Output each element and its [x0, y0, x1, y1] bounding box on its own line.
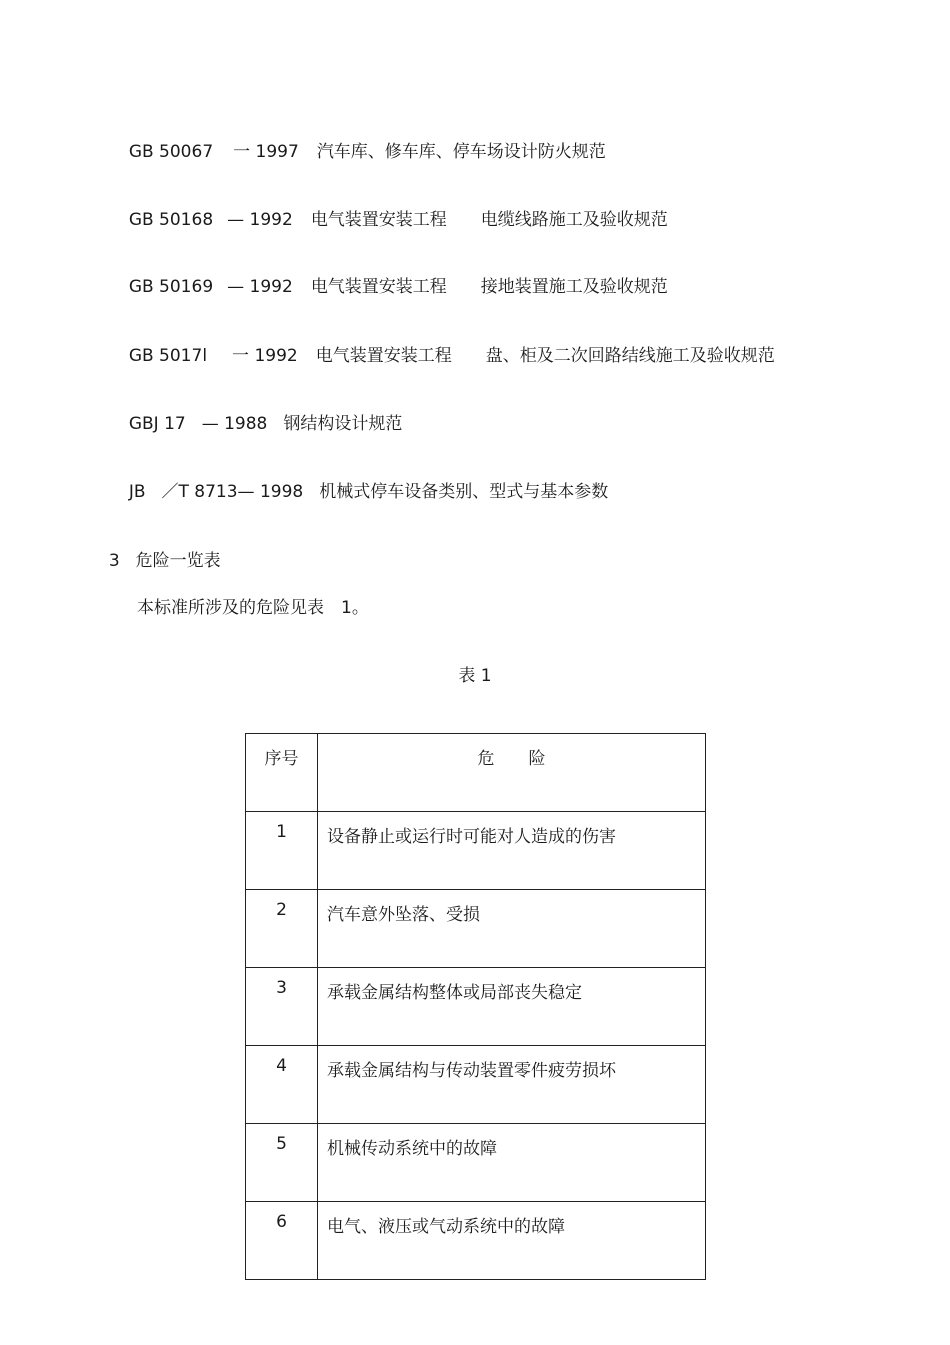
reference-code: GB 5017l: [128, 346, 208, 366]
row-hazard: 机械传动系统中的故障: [318, 1124, 706, 1202]
row-hazard: 承载金属结构整体或局部丧失稳定: [318, 968, 706, 1046]
row-number: 6: [246, 1202, 318, 1280]
reference-year: — 1992: [227, 210, 293, 230]
reference-item: [118, 257, 668, 297]
reference-year: — 1988: [201, 414, 268, 434]
reference-title: 汽车库、修车库、停车场设计防火规范: [316, 142, 606, 162]
table-header-row: [246, 734, 706, 812]
header-number: 序号: [246, 734, 318, 812]
row-number: 4: [246, 1046, 318, 1124]
reference-title: 机械式停车设备类别、型式与基本参数: [319, 482, 609, 502]
reference-title: 电气装置安装工程 电缆线路施工及验收规范: [310, 210, 668, 230]
reference-item: [118, 326, 775, 366]
reference-year: 一 1992: [215, 346, 298, 366]
intro-text: 本标准所涉及的危险见表 1。: [137, 598, 369, 618]
table-row: [246, 1046, 706, 1124]
reference-title: 电气装置安装工程 盘、柜及二次回路结线施工及验收规范: [315, 346, 775, 366]
reference-item: [118, 394, 402, 434]
table-row: [246, 812, 706, 890]
reference-item: [118, 190, 668, 230]
table-row: [246, 1202, 706, 1280]
row-number: 1: [246, 812, 318, 890]
reference-code: GBJ 17: [128, 414, 186, 434]
header-hazard: 危 险: [318, 734, 706, 812]
reference-item: [118, 462, 608, 502]
reference-item: [118, 122, 606, 162]
table-row: [246, 1124, 706, 1202]
table-row: [246, 968, 706, 1046]
row-hazard: 设备静止或运行时可能对人造成的伤害: [318, 812, 706, 890]
reference-title: 钢结构设计规范: [283, 414, 403, 434]
reference-code: GB 50169: [128, 277, 214, 297]
reference-title: 电气装置安装工程 接地装置施工及验收规范: [310, 277, 668, 297]
row-number: 5: [246, 1124, 318, 1202]
reference-year: ／T 8713— 1998: [161, 482, 304, 502]
row-number: 3: [246, 968, 318, 1046]
table-row: [246, 890, 706, 968]
table-caption: 表 1: [458, 666, 492, 686]
section-number: 3: [108, 551, 120, 571]
section-heading: [98, 531, 221, 571]
row-number: 2: [246, 890, 318, 968]
reference-code: GB 50067: [128, 142, 214, 162]
section-title: 危险一览表: [135, 551, 221, 571]
row-hazard: 承载金属结构与传动装置零件疲劳损坏: [318, 1046, 706, 1124]
reference-year: — 1992: [227, 277, 293, 297]
reference-code: GB 50168: [128, 210, 214, 230]
reference-code: JB: [128, 482, 146, 502]
reference-year: 一 1997: [233, 142, 299, 162]
row-hazard: 电气、液压或气动系统中的故障: [318, 1202, 706, 1280]
hazard-table: [245, 733, 706, 1280]
row-hazard: 汽车意外坠落、受损: [318, 890, 706, 968]
